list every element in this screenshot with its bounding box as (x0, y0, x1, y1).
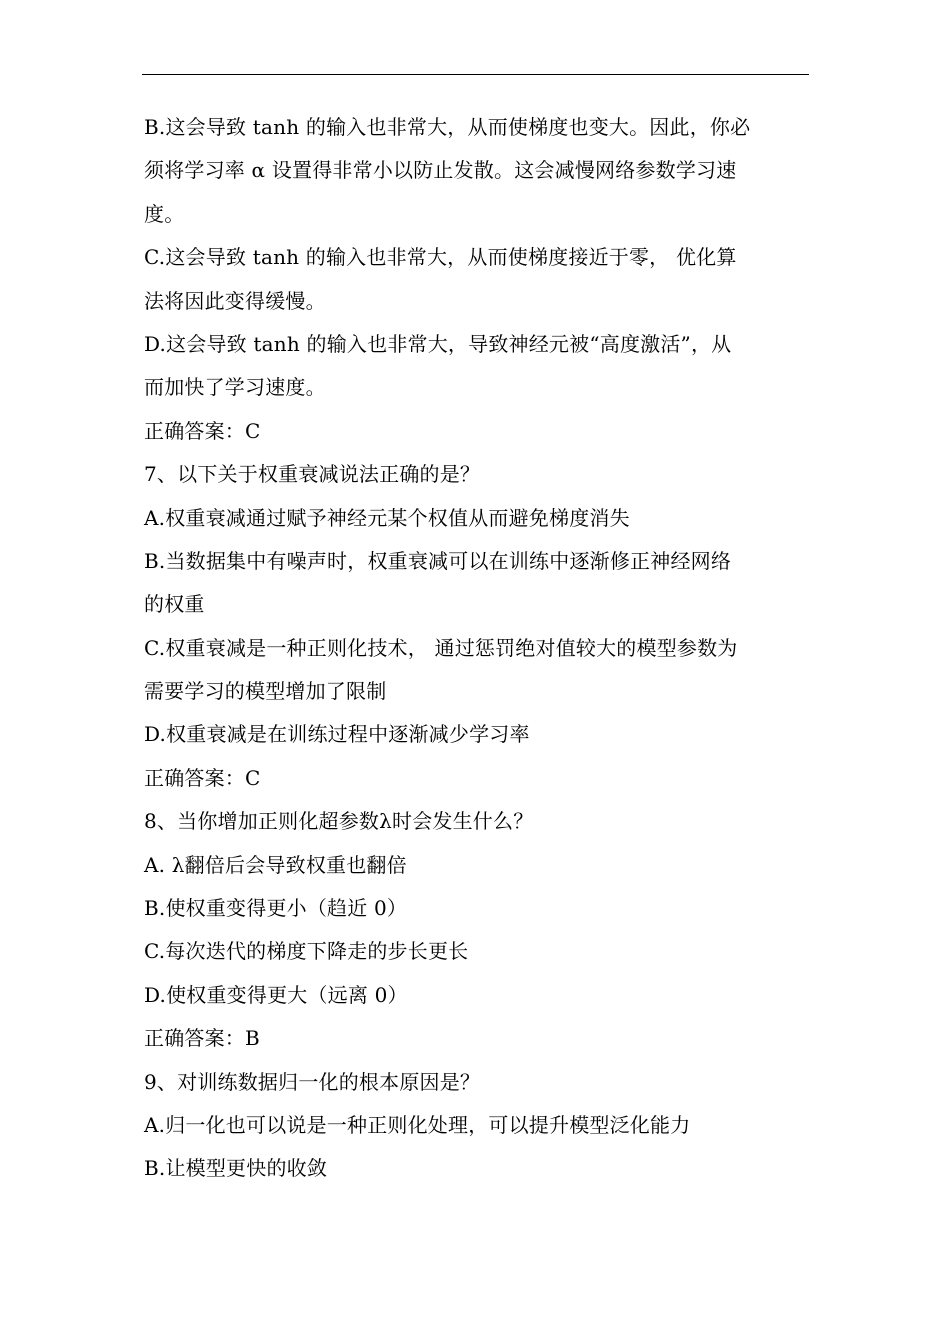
question-line: 9、对训练数据归一化的根本原因是？ (144, 1069, 481, 1094)
answer-line: 正确答案：C (144, 765, 261, 790)
text-line: C.每次迭代的梯度下降走的步长更长 (144, 939, 469, 964)
document-body (144, 106, 809, 1191)
header-rule (142, 74, 809, 75)
answer-line: 正确答案：B (144, 1026, 260, 1051)
text-line: B.使权重变得更小（趋近 0） (144, 896, 408, 921)
text-line: 度。 (144, 201, 185, 226)
text-line: C.权重衰减是一种正则化技术， 通过惩罚绝对值较大的模型参数为 (144, 635, 738, 660)
text-line: D.使权重变得更大（远离 0） (144, 982, 408, 1007)
text-line: A.权重衰减通过赋予神经元某个权值从而避免梯度消失 (144, 505, 630, 530)
text-line: 而加快了学习速度。 (144, 375, 326, 400)
text-line: 法将因此变得缓慢。 (144, 288, 326, 313)
text-line: B.让模型更快的收敛 (144, 1156, 328, 1181)
text-line: D.这会导致 tanh 的输入也非常大，导致神经元被“高度激活”，从 (144, 331, 732, 356)
text-line: C.这会导致 tanh 的输入也非常大，从而使梯度接近于零， 优化算 (144, 245, 737, 270)
text-line: A.归一化也可以说是一种正则化处理，可以提升模型泛化能力 (144, 1112, 691, 1137)
question-line: 8、当你增加正则化超参数λ时会发生什么？ (144, 809, 534, 834)
question-line: 7、以下关于权重衰减说法正确的是？ (144, 462, 481, 487)
text-line: B.当数据集中有噪声时，权重衰减可以在训练中逐渐修正神经网络 (144, 548, 732, 573)
text-line: B.这会导致 tanh 的输入也非常大，从而使梯度也变大。因此，你必 (144, 115, 751, 139)
answer-line: 正确答案：C (144, 418, 261, 443)
text-line: 须将学习率 α 设置得非常小以防止发散。这会减慢网络参数学习速 (144, 158, 737, 183)
text-line: D.权重衰减是在训练过程中逐渐减少学习率 (144, 722, 530, 747)
text-line: 需要学习的模型增加了限制 (144, 679, 387, 704)
text-line: A. λ翻倍后会导致权重也翻倍 (144, 852, 407, 877)
text-line: 的权重 (144, 592, 205, 617)
